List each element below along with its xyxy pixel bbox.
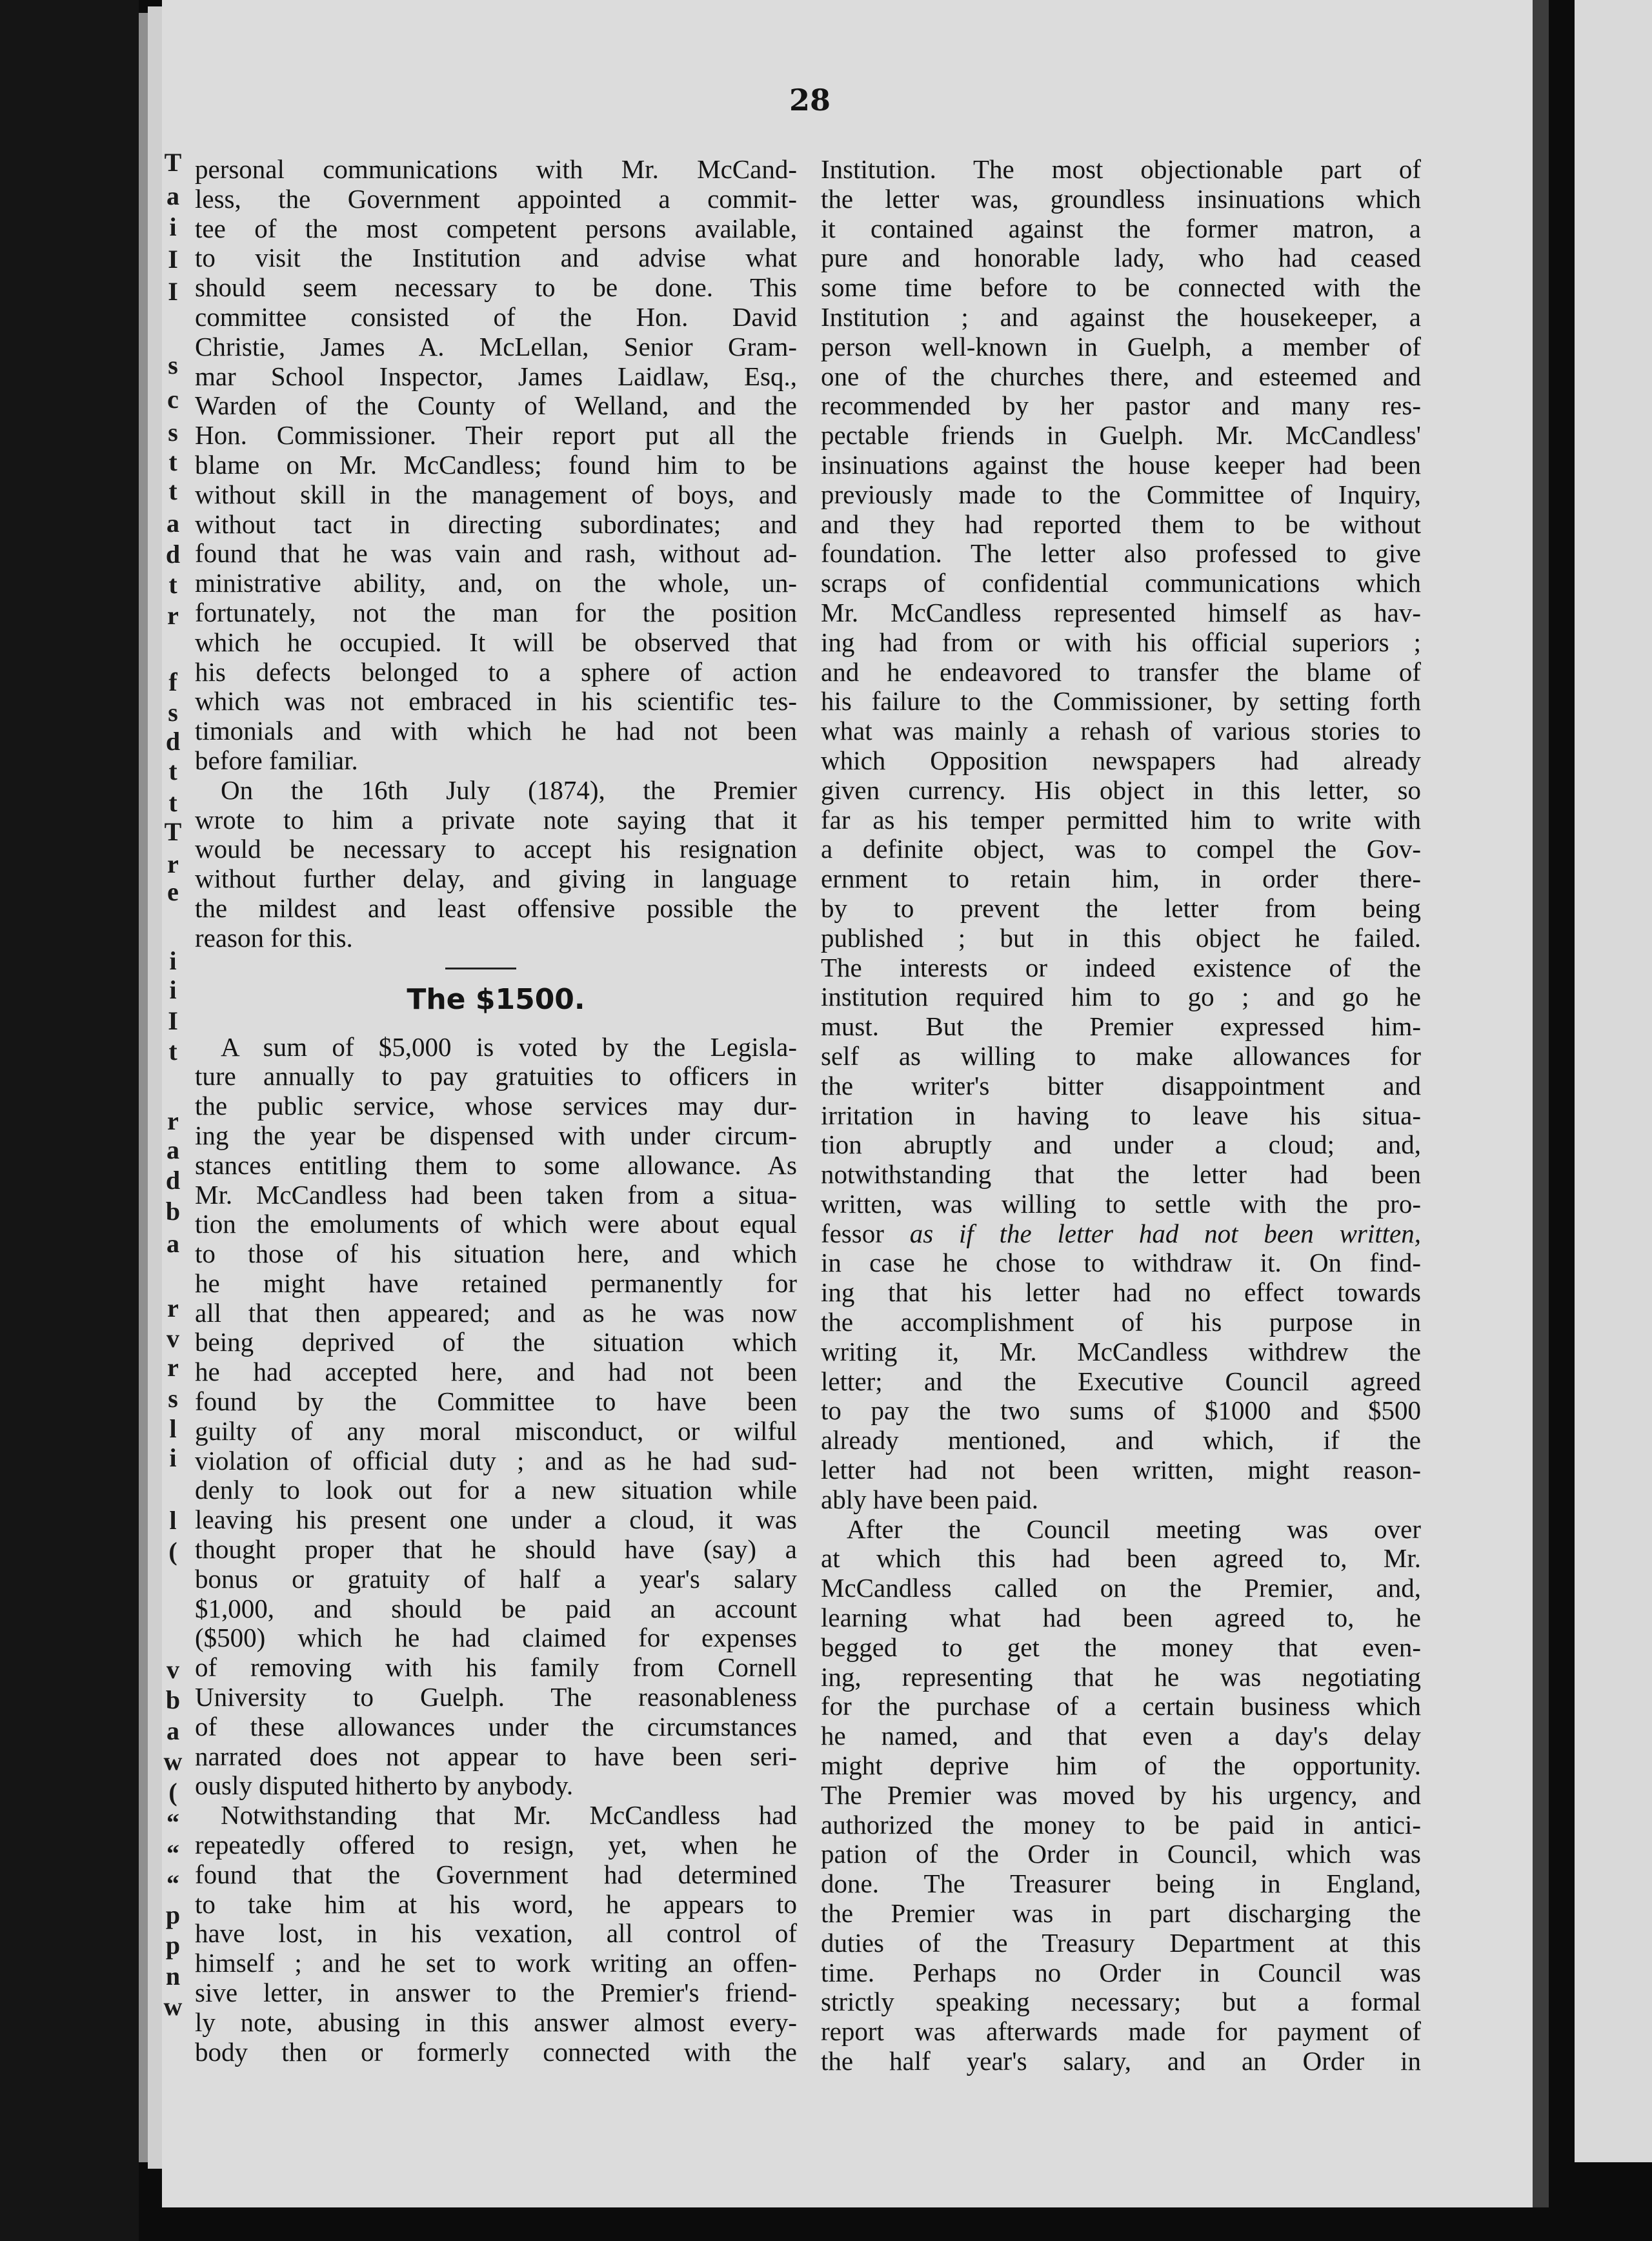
margin-letter: f: [168, 667, 177, 696]
margin-letter: a: [166, 181, 179, 210]
text-line: foundation. The letter also professed to give: [821, 538, 1421, 569]
text-line: Institution ; and against the housekeeper, a: [821, 301, 1421, 332]
text-line: all that then appeared; and as he was now: [195, 1297, 797, 1328]
text-line: the Premier was in part discharging the: [821, 1898, 1421, 1929]
margin-letter: r: [167, 1106, 179, 1135]
text-line: fortunately, not the man for the position: [195, 597, 797, 627]
margin-letter: s: [168, 698, 178, 727]
margin-letter: i: [169, 946, 177, 975]
text-line: notwithstanding that the letter had been: [821, 1159, 1421, 1190]
text-line: insinuations against the house keeper had been: [821, 449, 1421, 480]
text-line: begged to get the money that even-: [821, 1632, 1421, 1662]
text-line: bonus or gratuity of half a year's salary: [195, 1563, 797, 1594]
text-line: personal communications with Mr. McCand-: [195, 154, 797, 184]
text-line: a definite object, was to compel the Gov-: [821, 834, 1421, 864]
text-line: wrote to him a private note saying that it: [195, 804, 797, 835]
text-line: tee of the most competent persons available,: [195, 213, 797, 243]
margin-letter: p: [165, 1900, 181, 1929]
margin-letter: r: [167, 601, 179, 630]
text-line: Christie, James A. McLellan, Senior Gram-: [195, 331, 797, 361]
text-line: which he occupied. It will be observed that: [195, 627, 797, 657]
text-line: On the 16th July (1874), the Premier: [221, 775, 797, 805]
margin-letter: I: [168, 1006, 178, 1035]
left-paragraph-2: [195, 776, 797, 953]
text-line: the accomplishment of his purpose in: [821, 1307, 1421, 1337]
margin-letter: r: [167, 1293, 179, 1323]
margin-letter: b: [165, 1197, 181, 1226]
text-line: the writer's bitter disappointment and: [821, 1070, 1421, 1100]
text-line: ing that his letter had no effect towards: [821, 1277, 1421, 1308]
text-line: some time before to be connected with the: [821, 272, 1421, 303]
text-line: he named, and that even a day's delay: [821, 1721, 1421, 1751]
text-line: self as willing to make allowances for: [821, 1040, 1421, 1071]
text-line: found that the Government had determined: [195, 1859, 797, 1889]
text-line: the letter was, groundless insinuations which: [821, 183, 1421, 214]
text-line: what was mainly a rehash of various stories to: [821, 716, 1421, 746]
text-line: repeatedly offered to resign, yet, when he: [195, 1830, 797, 1860]
text-line: to visit the Institution and advise what: [195, 243, 797, 273]
text-line: blame on Mr. McCandless; found him to be: [195, 449, 797, 480]
text-line: his defects belonged to a sphere of action: [195, 656, 797, 687]
margin-letter: t: [168, 570, 177, 599]
text-line: less, the Government appointed a commit-: [195, 183, 797, 214]
margin-letter: t: [168, 476, 177, 505]
text-line: have lost, in his vexation, all control of: [195, 1918, 797, 1949]
text-line: recommended by her pastor and many res-: [821, 390, 1421, 421]
margin-letter: t: [168, 1037, 177, 1066]
text-line: McCandless called on the Premier, and,: [821, 1573, 1421, 1603]
text-line: already mentioned, and which, if the: [821, 1425, 1421, 1455]
text-line: to take him at his word, he appears to: [195, 1889, 797, 1919]
text-line: narrated does not appear to have been seri-: [195, 1741, 797, 1771]
text-line: ing, representing that he was negotiating: [821, 1661, 1421, 1692]
text-line: fessor as if the letter had not been written,: [821, 1218, 1421, 1248]
text-line: he might have retained permanently for: [195, 1268, 797, 1298]
margin-letter: “: [166, 1839, 179, 1868]
margin-letter: v: [166, 1655, 179, 1684]
text-line: to pay the two sums of $1000 and $500: [821, 1395, 1421, 1426]
text-line: ing the year be dispensed with under circum-: [195, 1120, 797, 1150]
text-line: done. The Treasurer being in England,: [821, 1869, 1421, 1899]
text-line: $1,000, and should be paid an account: [195, 1593, 797, 1623]
text-line: pation of the Order in Council, which was: [821, 1839, 1421, 1869]
text-line: duties of the Treasury Department at this: [821, 1927, 1421, 1958]
margin-letter: “: [166, 1869, 179, 1898]
text-line: tion the emoluments of which were about equal: [195, 1209, 797, 1239]
margin-letter: (: [168, 1537, 177, 1566]
margin-letter: s: [168, 418, 178, 447]
margin-letter: b: [165, 1685, 181, 1714]
text-line: Mr. McCandless had been taken from a situa-: [195, 1179, 797, 1210]
margin-letter: l: [169, 1506, 177, 1535]
text-line: guilty of any moral misconduct, or wilful: [195, 1415, 797, 1446]
text-line: ously disputed hitherto by anybody.: [195, 1770, 574, 1801]
text-line: must. But the Premier expressed him-: [821, 1011, 1421, 1042]
margin-letter: a: [166, 509, 179, 538]
margin-letter: d: [165, 727, 181, 756]
text-line: himself ; and he set to work writing an offen-: [195, 1948, 797, 1978]
text-line: of removing with his family from Cornell: [195, 1652, 797, 1683]
text-line: leaving his present one under a cloud, it was: [195, 1505, 797, 1535]
section-heading: The $1500.: [407, 982, 585, 1016]
text-line: far as his temper permitted him to write with: [821, 804, 1421, 835]
text-line: institution required him to go ; and go he: [821, 982, 1421, 1012]
text-line: of these allowances under the circumstances: [195, 1711, 797, 1741]
text-line: learning what had been agreed to, he: [821, 1603, 1421, 1633]
text-line: strictly speaking necessary; but a formal: [821, 1987, 1421, 2017]
text-line: time. Perhaps no Order in Council was: [821, 1957, 1421, 1987]
text-line: Institution. The most objectionable part of: [821, 154, 1421, 184]
text-line: report was afterwards made for payment of: [821, 2016, 1421, 2047]
margin-letter: a: [166, 1135, 179, 1164]
text-line: his failure to the Commissioner, by setting forth: [821, 686, 1421, 716]
text-line: he had accepted here, and had not been: [195, 1357, 797, 1387]
text-line: being deprived of the situation which: [195, 1327, 797, 1357]
text-line: ($500) which he had claimed for expenses: [195, 1623, 797, 1653]
text-line: published ; but in this object he failed.: [821, 922, 1421, 953]
text-line: ably have been paid.: [821, 1484, 1038, 1514]
margin-letter: d: [165, 1166, 181, 1195]
text-line: Mr. McCandless represented himself as hav-: [821, 597, 1421, 627]
italic-phrase: as if the letter had not been written,: [909, 1218, 1421, 1248]
text-line: The Premier was moved by his urgency, and: [821, 1780, 1421, 1810]
text-line: denly to look out for a new situation while: [195, 1475, 797, 1505]
margin-letter: w: [163, 1992, 183, 2021]
text-line: University to Guelph. The reasonableness: [195, 1682, 797, 1712]
text-line: Notwithstanding that Mr. McCandless had: [221, 1800, 797, 1830]
page-number: 28: [789, 83, 831, 117]
text-line: which Opposition newspapers had already: [821, 745, 1421, 775]
text-line: pectable friends in Guelph. Mr. McCandless': [821, 420, 1421, 451]
text-line: for the purchase of a certain business which: [821, 1691, 1421, 1721]
text-line: without further delay, and giving in language: [195, 864, 797, 894]
text-line: reason for this.: [195, 922, 353, 953]
text-line: sive letter, in answer to the Premier's friend-: [195, 1978, 797, 2008]
text-line: violation of official duty ; and as he had sud-: [195, 1445, 797, 1475]
text-line: the public service, whose services may dur-: [195, 1091, 797, 1121]
text-line: the mildest and least offensive possible the: [195, 893, 797, 923]
text-line: body then or formerly connected with the: [195, 2036, 797, 2067]
margin-letter: “: [166, 1808, 179, 1837]
text-line: thought proper that he should have (say) a: [195, 1534, 797, 1565]
text-line: letter had not been written, might reason-: [821, 1455, 1421, 1485]
margin-letter: l: [169, 1414, 177, 1443]
text-line: ernment to retain him, in order there-: [821, 864, 1421, 894]
text-line: tion abruptly and under a cloud; and,: [821, 1130, 1421, 1160]
text-line: Warden of the County of Welland, and the: [195, 390, 797, 421]
text-line: in case he chose to withdraw it. On find-: [821, 1248, 1421, 1278]
margin-letter: p: [165, 1931, 181, 1960]
text-line: timonials and with which he had not been: [195, 716, 797, 746]
text-line: found that he was vain and rash, without ad-: [195, 538, 797, 569]
text-line: person well-known in Guelph, a member of: [821, 331, 1421, 361]
left-paragraph-3: [195, 1033, 797, 1801]
margin-letter: r: [167, 1353, 179, 1382]
next-page-edge: [1575, 0, 1652, 2162]
left-paragraph-1: [195, 155, 797, 776]
right-column: [821, 155, 1421, 2076]
margin-letter: e: [167, 877, 179, 906]
text-line: authorized the money to be paid in antici-: [821, 1809, 1421, 1840]
text-line: and they had reported them to be without: [821, 509, 1421, 539]
text-line: might deprive him of the opportunity.: [821, 1750, 1421, 1781]
text-line: pure and honorable lady, who had ceased: [821, 243, 1421, 273]
text-line: A sum of $5,000 is voted by the Legisla-: [221, 1031, 797, 1062]
margin-letter: d: [165, 540, 181, 569]
text-line: committee consisted of the Hon. David: [195, 301, 797, 332]
text-line: to those of his situation here, and which: [195, 1239, 797, 1269]
margin-letter: c: [167, 385, 179, 414]
left-binding: [0, 0, 139, 2241]
text-line: After the Council meeting was over: [847, 1514, 1421, 1544]
text-line: found by the Committee to have been: [195, 1386, 797, 1417]
right-paragraph-1-end: [821, 1248, 1421, 1514]
margin-letter: (: [168, 1778, 177, 1807]
text-line: mar School Inspector, James Laidlaw, Esq.,: [195, 361, 797, 391]
text-line: Hon. Commissioner. Their report put all the: [195, 420, 797, 451]
text-line: ing had from or with his official superiors ;: [821, 627, 1421, 657]
margin-letter: i: [169, 1443, 177, 1472]
text-line: without tact in directing subordinates; and: [195, 509, 797, 539]
margin-letter: T: [164, 817, 182, 846]
text-line: given currency. His object in this letter, so: [821, 775, 1421, 805]
margin-letter: I: [168, 245, 178, 274]
spine-strip: [139, 13, 148, 2162]
margin-letter: n: [165, 1962, 181, 1991]
text-line: ture annually to pay gratuities to officers in: [195, 1061, 797, 1091]
text-line: and he endeavored to transfer the blame of: [821, 656, 1421, 687]
margin-letter: t: [168, 756, 177, 786]
text-line: one of the churches there, and esteemed and: [821, 361, 1421, 391]
text-line: ministrative ability, and, on the whole, un-: [195, 568, 797, 598]
margin-letter: v: [166, 1324, 179, 1353]
section-rule: [445, 968, 516, 969]
text-line: without skill in the management of boys, and: [195, 479, 797, 509]
margin-letter: s: [168, 1384, 178, 1413]
right-paragraph-2: [821, 1515, 1421, 2076]
text-line: writing it, Mr. McCandless withdrew the: [821, 1336, 1421, 1366]
text-line: should seem necessary to be done. This: [195, 272, 797, 303]
text-line: written, was willing to settle with the pro-: [821, 1188, 1421, 1219]
text-line: the half year's salary, and an Order in: [821, 2046, 1421, 2076]
text-line: it contained against the former matron, a: [821, 213, 1421, 243]
left-column: [195, 155, 797, 2067]
text-line: scraps of confidential communications which: [821, 568, 1421, 598]
text-line: letter; and the Executive Council agreed: [821, 1366, 1421, 1396]
margin-letter: s: [168, 350, 178, 380]
margin-letter: t: [168, 447, 177, 476]
margin-letter: a: [166, 1716, 179, 1745]
text-line: stances entitling them to some allowance. As: [195, 1150, 797, 1180]
left-paragraph-4: [195, 1801, 797, 2067]
text-line: by to prevent the letter from being: [821, 893, 1421, 923]
margin-letter: a: [166, 1229, 179, 1258]
margin-letter: t: [168, 788, 177, 817]
text-line: which was not embraced in his scientific tes-: [195, 686, 797, 716]
text-line: would be necessary to accept his resignation: [195, 834, 797, 864]
text-line: The interests or indeed existence of the: [821, 952, 1421, 982]
text-line: previously made to the Committee of Inquiry,: [821, 479, 1421, 509]
text-line: at which this had been agreed to, Mr.: [821, 1543, 1421, 1574]
text-line: ly note, abusing in this answer almost every-: [195, 2007, 797, 2037]
margin-letter: r: [167, 849, 179, 878]
right-paragraph-1: [821, 155, 1421, 1219]
margin-letter: I: [168, 277, 178, 306]
margin-letter: i: [169, 212, 177, 241]
margin-letter: i: [169, 975, 177, 1004]
margin-letter: T: [164, 148, 182, 177]
text-line: before familiar.: [195, 745, 358, 775]
page-shadow-edge: [1533, 0, 1549, 2207]
margin-letter: w: [163, 1747, 183, 1776]
text-line: irritation in having to leave his situa-: [821, 1100, 1421, 1130]
